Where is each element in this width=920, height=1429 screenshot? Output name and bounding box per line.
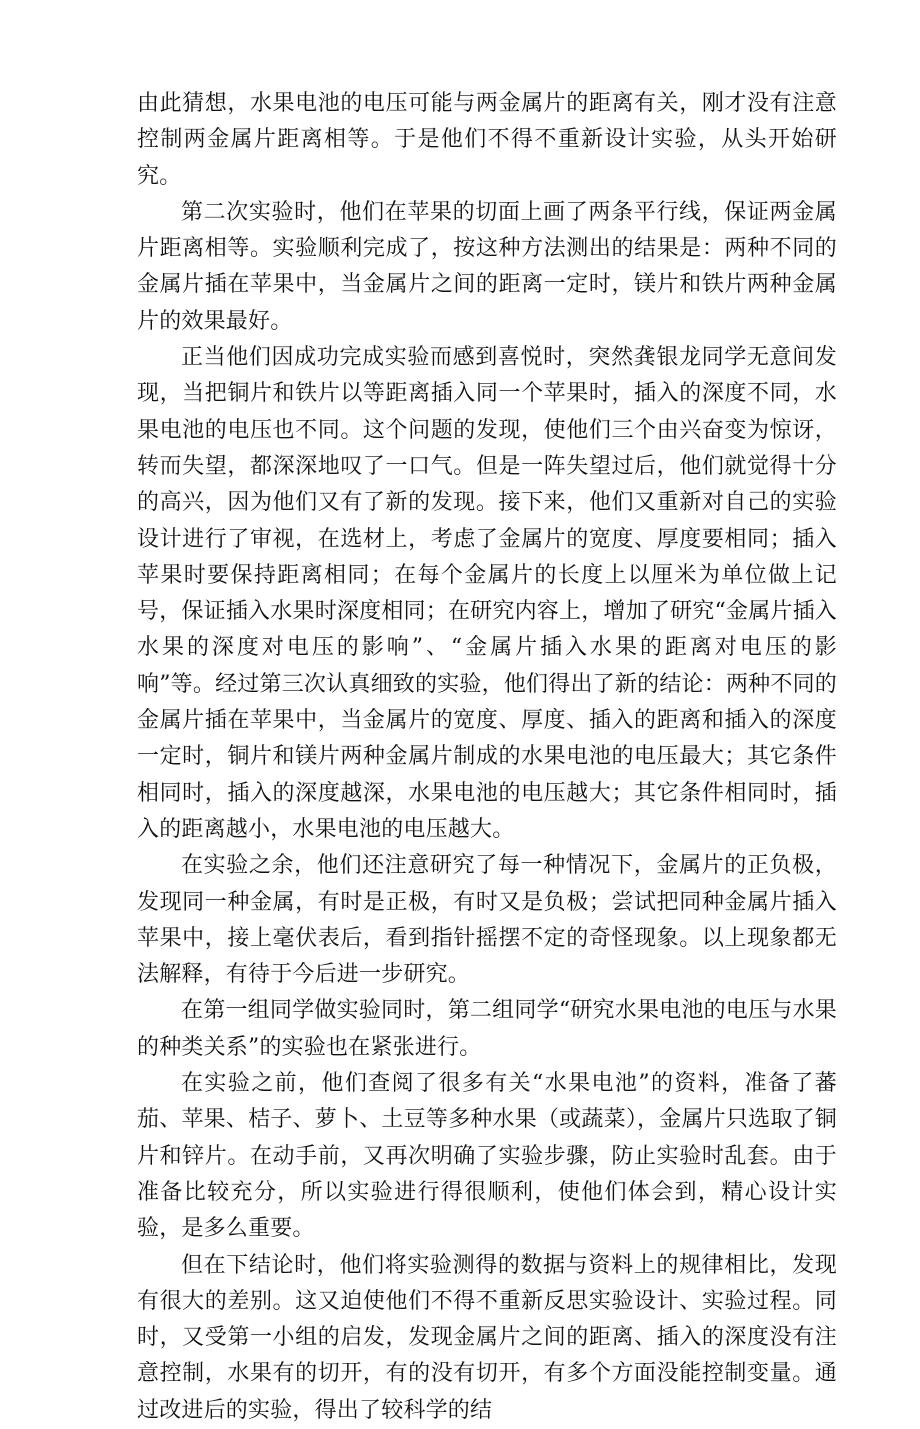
- document-page: [137, 86, 837, 1429]
- paragraph-6: 在实验之前，他们查阅了很多有关“水果电池”的资料，准备了蕃茄、苹果、桔子、萝卜、土豆等多种水果（或蔬菜），金属片只选取了铜片和锌片。在动手前，又再次明确了实验步骤，防止实验时乱套。由于准备比较充分，所以实验进行得很顺利，使他们体会到，精心设计实验，是多么重要。: [137, 1071, 837, 1242]
- paragraph-7: 但在下结论时，他们将实验测得的数据与资料上的规律相比，发现有很大的差别。这又迫使他们不得不重新反思实验设计、实验过程。同时，又受第一小组的启发，发现金属片之间的距离、插入的深度没有注意控制，水果有的切开，有的没有切开，有多个方面没能控制变量。通过改进后的实验，得出了较科学的结: [137, 1252, 837, 1423]
- paragraph-4: 在实验之余，他们还注意研究了每一种情况下，金属片的正负极，发现同一种金属，有时是正极，有时又是负极；尝试把同种金属片插入苹果中，接上毫伏表后，看到指针摇摆不定的奇怪现象。以上现象都无法解释，有待于今后进一步研究。: [137, 853, 837, 988]
- paragraph-1: 由此猜想，水果电池的电压可能与两金属片的距离有关，刚才没有注意控制两金属片距离相等。于是他们不得不重新设计实验，从头开始研究。: [137, 91, 837, 189]
- paragraph-5: 在第一组同学做实验同时，第二组同学“研究水果电池的电压与水果的种类关系”的实验也在紧张进行。: [137, 998, 837, 1060]
- paragraph-2: 第二次实验时，他们在苹果的切面上画了两条平行线，保证两金属片距离相等。实验顺利完成了，按这种方法测出的结果是：两种不同的金属片插在苹果中，当金属片之间的距离一定时，镁片和铁片两种金属片的效果最好。: [137, 199, 837, 334]
- paragraph-3: 正当他们因成功完成实验而感到喜悦时，突然龚银龙同学无意间发现，当把铜片和铁片以等距离插入同一个苹果时，插入的深度不同，水果电池的电压也不同。这个问题的发现，使他们三个由兴奋变为惊讶，转而失望，都深深地叹了一口气。但是一阵失望过后，他们就觉得十分的高兴，因为他们又有了新的发现。接下来，他们又重新对自己的实验设计进行了审视，在选材上，考虑了金属片的宽度、厚度要相同；插入苹果时要保持距离相同；在每个金属片的长度上以厘米为单位做上记号，保证插入水果时深度相同；在研究内容上，增加了研究“金属片插入水果的深度对电压的影响”、“金属片插入水果的距离对电压的影响”等。经过第三次认真细致的实验，他们得出了新的结论：两种不同的金属片插在苹果中，当金属片的宽度、厚度、插入的距离和插入的深度一定时，铜片和镁片两种金属片制成的水果电池的电压最大；其它条件相同时，插入的深度越深，水果电池的电压越大；其它条件相同时，插入的距离越小，水果电池的电压越大。: [137, 345, 837, 842]
